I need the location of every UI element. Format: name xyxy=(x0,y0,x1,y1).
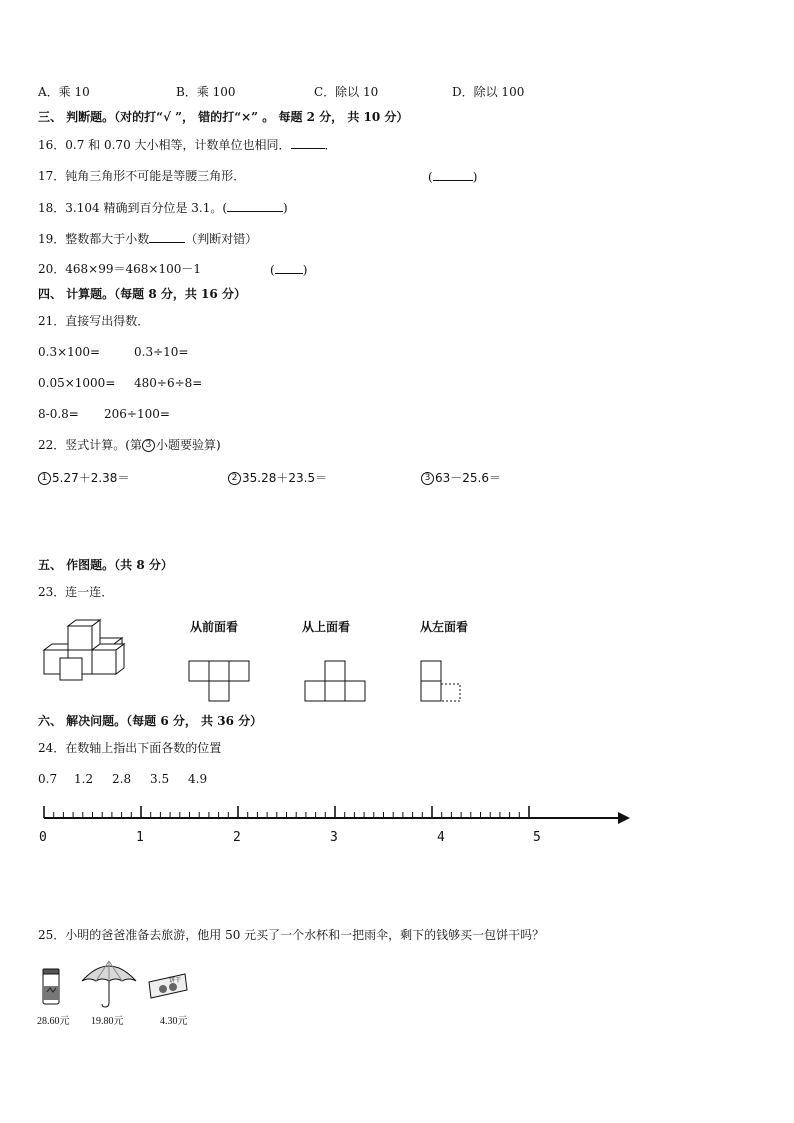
circled-number: 2 xyxy=(228,472,241,485)
question-20-text: 20．468×99＝468×100－1 xyxy=(38,262,201,276)
view-label-top: 从上面看 xyxy=(302,620,351,634)
cup-icon xyxy=(40,966,64,1008)
question-23: 23．连一连． xyxy=(38,585,114,599)
number-item: 2.8 xyxy=(112,772,132,786)
umbrella-icon xyxy=(78,957,140,1009)
option-a: A．乘 10 xyxy=(38,85,90,99)
price-umbrella: 19.80元 xyxy=(91,1016,124,1027)
question-16-end: ． xyxy=(324,138,337,152)
question-22-pre: 22．竖式计算。(第 xyxy=(38,438,142,452)
question-17-text: 17．钝角三角形不可能是等腰三角形． xyxy=(38,169,246,183)
question-22 xyxy=(38,437,221,453)
axis-label: 1 xyxy=(136,830,144,845)
vertical-calc-1 xyxy=(38,470,129,486)
number-item: 1.2 xyxy=(74,772,94,786)
question-21: 21．直接写出得数． xyxy=(38,314,150,328)
question-16 xyxy=(38,136,337,153)
axis-label: 3 xyxy=(330,830,338,845)
question-19-end: （判断对错） xyxy=(185,232,258,246)
option-d: D．除以 100 xyxy=(452,85,525,99)
vertical-calc-expr: 35.28＋23.5＝ xyxy=(242,471,328,485)
answer-paren-17[interactable]: ( ) xyxy=(428,170,478,184)
arrow-icon xyxy=(618,812,630,824)
question-17 xyxy=(38,168,245,184)
option-b: B．乘 100 xyxy=(176,85,236,99)
section-3-title: 三、 判断题。（对的打“√ ”， 错的打“×” 。 每题 2 分， 共 10 分） xyxy=(38,110,409,124)
axis-label: 2 xyxy=(233,830,241,845)
question-18-text: 18．3.104 精确到百分位是 3.1。 xyxy=(38,201,223,215)
axis-label: 0 xyxy=(39,830,47,845)
option-c: C．除以 10 xyxy=(314,85,379,99)
question-22-post: 小题要验算) xyxy=(155,438,221,452)
number-item: 0.7 xyxy=(38,772,58,786)
question-19 xyxy=(38,230,257,247)
view-shape-inverted-t xyxy=(302,658,368,704)
biscuit-package-label: 饼干 xyxy=(169,977,182,984)
circled-number: 3 xyxy=(142,439,155,452)
answer-blank[interactable] xyxy=(291,136,325,149)
vertical-calc-expr: 63－25.6＝ xyxy=(435,471,501,485)
circled-number: 3 xyxy=(421,472,434,485)
question-24: 24．在数轴上指出下面各数的位置 xyxy=(38,741,222,755)
vertical-calc-3 xyxy=(421,470,501,486)
vertical-calc-expr: 5.27＋2.38＝ xyxy=(52,471,130,485)
section-6-title: 六、 解决问题。（每题 6 分， 共 36 分） xyxy=(38,714,263,728)
view-shape-column xyxy=(418,658,464,704)
section-4-title: 四、 计算题。（每题 8 分，共 16 分） xyxy=(38,287,246,301)
section-5-title: 五、 作图题。（共 8 分） xyxy=(38,558,173,572)
view-label-left: 从左面看 xyxy=(420,620,469,634)
biscuit-icon xyxy=(147,972,189,1000)
axis-label: 4 xyxy=(437,830,445,845)
number-item: 3.5 xyxy=(150,772,170,786)
circled-number: 1 xyxy=(38,472,51,485)
calc-item: 0.05×1000= xyxy=(38,376,116,390)
number-line xyxy=(34,800,634,830)
calc-item: 0.3÷10= xyxy=(134,345,189,359)
calc-item: 206÷100= xyxy=(104,407,170,421)
question-18: 18．3.104 精确到百分位是 3.1。( ) xyxy=(38,201,288,215)
vertical-calc-2 xyxy=(228,470,327,486)
cube-stack-figure xyxy=(38,612,138,686)
number-item: 4.9 xyxy=(188,772,208,786)
view-shape-t xyxy=(186,658,252,704)
question-25: 25．小明的爸爸准备去旅游，他用 50 元买了一个水杯和一把雨伞，剩下的钱够买一包饼干吗？ xyxy=(38,928,545,942)
price-biscuit: 4.30元 xyxy=(160,1016,188,1027)
calc-item: 8-0.8= xyxy=(38,407,79,421)
calc-item: 480÷6÷8= xyxy=(134,376,203,390)
price-cup: 28.60元 xyxy=(37,1016,70,1027)
question-20 xyxy=(38,261,201,277)
question-19-text: 19．整数都大于小数 xyxy=(38,232,150,246)
axis-label: 5 xyxy=(533,830,541,845)
answer-paren-20[interactable]: ( ) xyxy=(270,263,308,277)
calc-item: 0.3×100= xyxy=(38,345,101,359)
answer-blank[interactable] xyxy=(149,230,185,243)
question-16-text: 16．0.7 和 0.70 大小相等，计数单位也相同． xyxy=(38,138,291,152)
answer-blank[interactable] xyxy=(227,199,283,212)
view-label-front: 从前面看 xyxy=(190,620,239,634)
